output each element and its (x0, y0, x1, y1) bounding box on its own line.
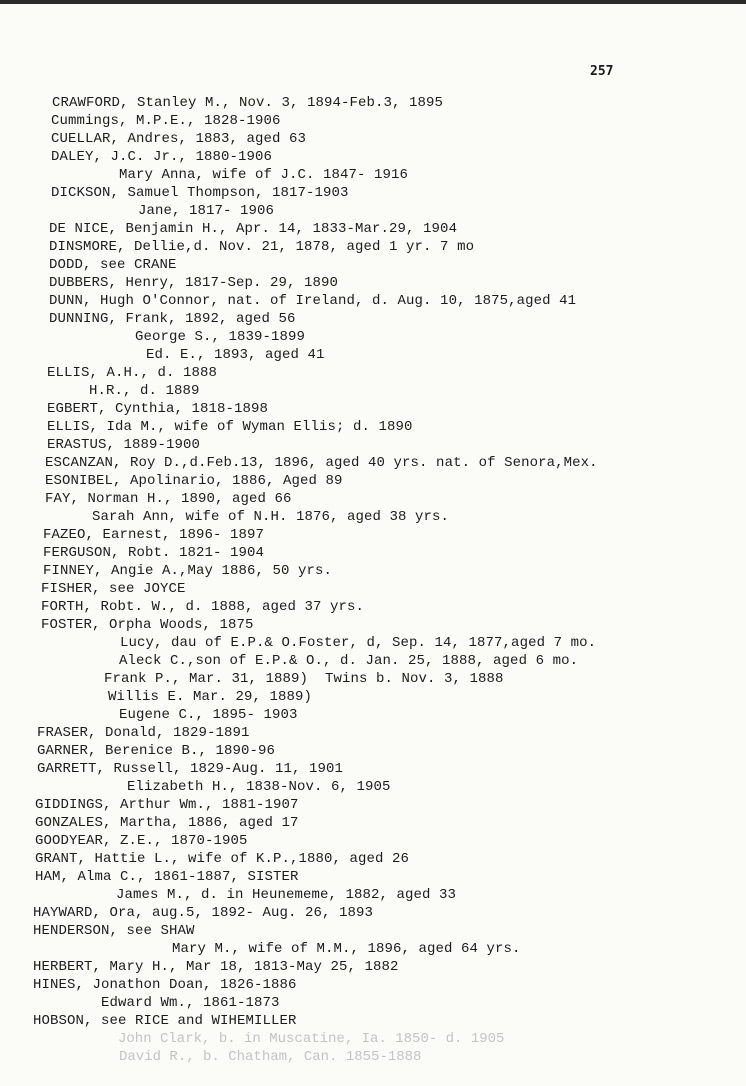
page-top-edge (0, 0, 746, 4)
entry-line: George S., 1839-1899 (135, 329, 306, 345)
entry-line: Sarah Ann, wife of N.H. 1876, aged 38 yrs. (92, 509, 450, 525)
entry-line: ESCANZAN, Roy D.,d.Feb.13, 1896, aged 40 yrs. nat. of Senora,Mex. (45, 455, 598, 471)
entry-line: DUBBERS, Henry, 1817-Sep. 29, 1890 (49, 275, 339, 291)
entry-line: FRASER, Donald, 1829-1891 (37, 725, 250, 741)
entry-line: DE NICE, Benjamin H., Apr. 14, 1833-Mar.29, 1904 (49, 221, 458, 237)
entry-line: DUNN, Hugh O'Connor, nat. of Ireland, d. Aug. 10, 1875,aged 41 (49, 293, 577, 309)
entry-line: HENDERSON, see SHAW (33, 923, 195, 939)
entry-line: HERBERT, Mary H., Mar 18, 1813-May 25, 1882 (33, 959, 399, 975)
entry-line: Aleck C.,son of E.P.& O., d. Jan. 25, 1888, aged 6 mo. (119, 653, 579, 669)
entry-line: CRAWFORD, Stanley M., Nov. 3, 1894-Feb.3, 1895 (52, 95, 444, 111)
entry-line: FERGUSON, Robt. 1821- 1904 (43, 545, 265, 561)
entry-line: EGBERT, Cynthia, 1818-1898 (47, 401, 269, 417)
entry-line: Lucy, dau of E.P.& O.Foster, d, Sep. 14, 1877,aged 7 mo. (120, 635, 597, 651)
entry-line: DICKSON, Samuel Thompson, 1817-1903 (51, 185, 349, 201)
entry-line: HINES, Jonathon Doan, 1826-1886 (33, 977, 297, 993)
entry-line: ELLIS, A.H., d. 1888 (47, 365, 218, 381)
entry-line: Frank P., Mar. 31, 1889) Twins b. Nov. 3, 1888 (104, 671, 504, 687)
entry-line: GARNER, Berenice B., 1890-96 (37, 743, 276, 759)
entry-line: Mary M., wife of M.M., 1896, aged 64 yrs. (172, 941, 521, 957)
entry-line: GOODYEAR, Z.E., 1870-1905 (35, 833, 248, 849)
entry-line: FORTH, Robt. W., d. 1888, aged 37 yrs. (41, 599, 365, 615)
entry-line: HAYWARD, Ora, aug.5, 1892- Aug. 26, 1893 (33, 905, 374, 921)
entry-line: HOBSON, see RICE and WIHEMILLER (33, 1013, 297, 1029)
entry-line: DALEY, J.C. Jr., 1880-1906 (51, 149, 273, 165)
entry-line: ESONIBEL, Apolinario, 1886, Aged 89 (45, 473, 343, 489)
entry-line: Jane, 1817- 1906 (138, 203, 275, 219)
entry-line: FINNEY, Angie A.,May 1886, 50 yrs. (43, 563, 333, 579)
entry-line: Ed. E., 1893, aged 41 (146, 347, 325, 363)
entry-line: Eugene C., 1895- 1903 (119, 707, 298, 723)
entry-line: Cummings, M.P.E., 1828-1906 (51, 113, 281, 129)
entry-line: GONZALES, Martha, 1886, aged 17 (35, 815, 299, 831)
entry-line: DUNNING, Frank, 1892, aged 56 (49, 311, 296, 327)
entry-line: Mary Anna, wife of J.C. 1847- 1916 (119, 167, 409, 183)
entry-line: Elizabeth H., 1838-Nov. 6, 1905 (127, 779, 391, 795)
entry-line: Willis E. Mar. 29, 1889) (108, 689, 313, 705)
entry-line: GARRETT, Russell, 1829-Aug. 11, 1901 (37, 761, 344, 777)
entry-line: DINSMORE, Dellie,d. Nov. 21, 1878, aged 1 yr. 7 mo (49, 239, 475, 255)
entry-line: ERASTUS, 1889-1900 (47, 437, 201, 453)
entry-line: CUELLAR, Andres, 1883, aged 63 (51, 131, 307, 147)
entry-line: ELLIS, Ida M., wife of Wyman Ellis; d. 1890 (47, 419, 413, 435)
entry-line: HAM, Alma C., 1861-1887, SISTER (35, 869, 299, 885)
entry-line: DODD, see CRANE (49, 257, 177, 273)
page-number: 257 (590, 64, 614, 79)
entry-line: GRANT, Hattie L., wife of K.P.,1880, aged 26 (35, 851, 410, 867)
entry-line: Edward Wm., 1861-1873 (101, 995, 280, 1011)
bleed-through-line: John Clark, b. in Muscatine, Ia. 1850- d. 1905 (118, 1031, 505, 1047)
entry-line: H.R., d. 1889 (89, 383, 200, 399)
entry-line: FAZEO, Earnest, 1896- 1897 (43, 527, 265, 543)
entry-line: GIDDINGS, Arthur Wm., 1881-1907 (35, 797, 299, 813)
entry-line: FISHER, see JOYCE (41, 581, 186, 597)
entry-line: James M., d. in Heunememe, 1882, aged 33 (116, 887, 457, 903)
bleed-through-line: David R., b. Chatham, Can. 1855-1888 (119, 1049, 422, 1065)
entry-line: FAY, Norman H., 1890, aged 66 (45, 491, 292, 507)
entry-line: FOSTER, Orpha Woods, 1875 (41, 617, 254, 633)
